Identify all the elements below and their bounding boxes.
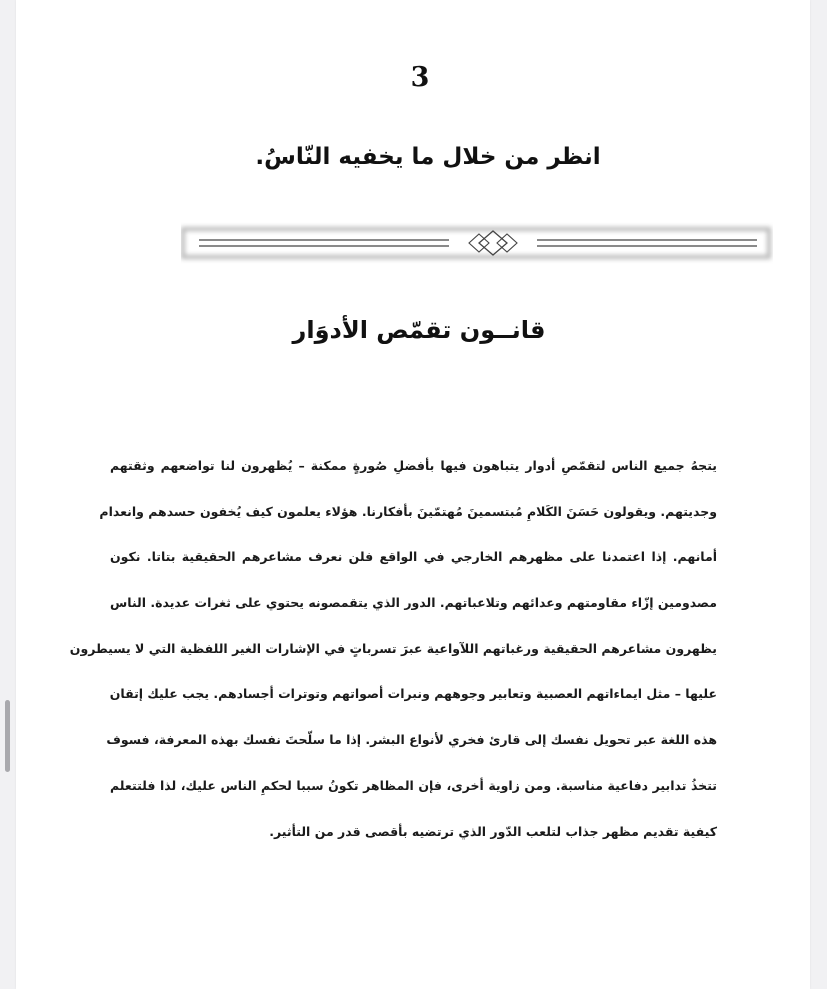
- chapter-number: 3: [410, 62, 430, 93]
- paragraph-line: عليها – مثل ايماءاتهم العصبية وتعابير وجوههم ونبرات أصواتهم وتوترات أجسادهم. يجب عليك إتقان: [109, 686, 717, 702]
- chapter-title: انظر من خلال ما يخفيه النّاسُ.: [255, 144, 601, 170]
- paragraph-line: مصدومين إزّاء مقاومتهم وعدائهم وتلاعباتهم. الدور الذي يتقمصونه يحتوي على ثغرات عديدة. الناس: [110, 595, 717, 611]
- paragraph-line: يظهرون مشاعرهم الحقيقية ورغباتهم اللآواعية عبرَ تسرباتٍ في الإشارات الغير اللفظية التي لا يسيطرون: [69, 640, 717, 656]
- paragraph-line: تتخذُ تدابير دفاعية مناسبة. ومن زاوية أخرى، فإن المظاهر تكونُ سببا لحكمِ الناس عليك، لذا فلتتعلم: [110, 777, 717, 793]
- paragraph-line: كيفية تقديم مظهر جذاب لتلعب الدّور الذي ترتضيه بأقصى قدر من التأثير.: [269, 823, 717, 839]
- ornament-divider: [181, 220, 773, 266]
- paragraph-line: أمانهم. إذا اعتمدنا على مظهرهم الخارجي في الواقع فلن نعرف مشاعرهم الحقيقية بتاتا. نكون: [110, 549, 717, 565]
- paragraph-line: وجديتهم. ويقولون حَسَنَ الكَلامِ مُبتسمينَ مُهتمّينَ بأفكارنا. هؤلاء يعلمون كيف يُخفون حسدهم وانعدام: [99, 503, 717, 519]
- document-page: [16, 0, 810, 989]
- section-title: قانــون تقمّص الأدوَار: [292, 316, 546, 344]
- scrollbar-thumb[interactable]: [5, 700, 10, 772]
- paragraph-line: هذه اللغة عبر تحويل نفسك إلى قارئ فخري لأنواع البشر. إذا ما سلّحتَ نفسك بهذه المعرفة، فسوف: [106, 732, 717, 748]
- paragraph-line: يتجهُ جميع الناس لتقمّصِ أدوار يتباهون فيها بأفضلِ صُورةٍ ممكنة – يُظهرون لنا تواضعهم وثقتهم: [110, 458, 717, 473]
- body-paragraph: [69, 450, 717, 861]
